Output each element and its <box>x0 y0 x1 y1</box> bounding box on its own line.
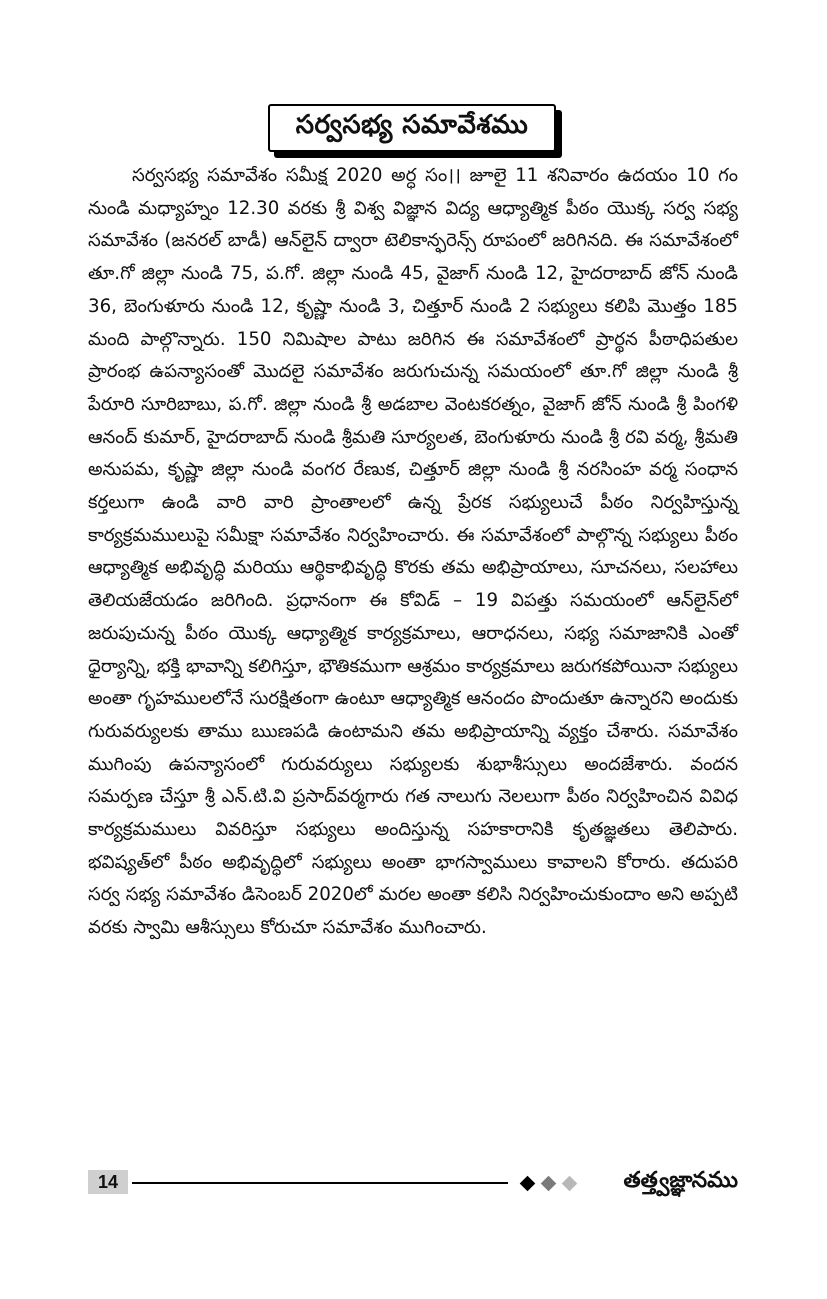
page-title: సర్వసభ్య సమావేశము <box>268 104 556 152</box>
diamond-ornament <box>522 1172 575 1194</box>
diamond-icon <box>520 1175 536 1191</box>
article-paragraph: సర్వసభ్య సమావేశం సమీక్ష 2020 అర్ధ సం।। జూలై 11 శనివారం ఉదయం 10 గం నుండి మధ్యాహ్నం 12.30 వరకు శ్రీ విశ్వ విజ్ఞాన విద్య ఆధ్యాత్మిక పీఠం యొక్క సర్వ సభ్య సమావేశం (జనరల్ బాడీ) ఆన్‌లైన్ ద్వారా టెలికాన్ఫరెన్స్ రూపంలో జరిగినది. ఈ సమావేశంలో తూ.గో జిల్లా నుండి 75, ప.గో. జిల్లా నుండి 45, వైజాగ్ నుండి 12, హైదరాబాద్ జోన్ నుండి 36, బెంగుళూరు నుండి 12, కృష్ణా నుండి 3, చిత్తూర్ నుండి 2 సభ్యులు కలిపి మొత్తం 185 మంది పాల్గొన్నారు. 150 నిమిషాల పాటు జరిగిన ఈ సమావేశంలో ప్రార్థన పీఠాధిపతుల ప్రారంభ ఉపన్యాసంతో మొదలై సమావేశం జరుగుచున్న సమయంలో తూ.గో జిల్లా నుండి శ్రీ పేరూరి సూరిబాబు, ప.గో. జిల్లా నుండి శ్రీ అడబాల వెంటకరత్నం, వైజాగ్ జోన్ నుండి శ్రీ పింగళి ఆనంద్ కుమార్, హైదరాబాద్ నుండి శ్రీమతి సూర్యలత, బెంగుళూరు నుండి శ్రీ రవి వర్మ, శ్రీమతి అనుపమ, కృష్ణా జిల్లా నుండి వంగర రేణుక, చిత్తూర్ జిల్లా నుండి శ్రీ నరసింహ వర్మ సంధాన కర్తలుగా ఉండి వారి వారి ప్రాంతాలలో ఉన్న ప్రేరక సభ్యులుచే పీఠం నిర్వహిస్తున్న కార్యక్రమములుపై సమీక్షా సమావేశం నిర్వహించారు. ఈ సమావేశంలో పాల్గొన్న సభ్యులు పీఠం ఆధ్యాత్మిక అభివృద్ధి మరియు ఆర్థికాభివృద్ధి కొరకు తమ అభిప్రాయాలు, సూచనలు, సలహాలు తెలియజేయడం జరిగింది. ప్రధానంగా ఈ కోవిడ్ – 19 విపత్తు సమయంలో ఆన్‌లైన్‌లో జరుపుచున్న పీఠం యొక్క ఆధ్యాత్మిక కార్యక్రమాలు, ఆరాధనలు, సభ్య సమాజానికి ఎంతో ధైర్యాన్ని, భక్తి భావాన్ని కలిగిస్తూ, భౌతికముగా ఆశ్రమం కార్యక్రమాలు జరుగకపోయినా సభ్యులు అంతా గృహములలోనే సురక్షితంగా ఉంటూ ఆధ్యాత్మిక ఆనందం పొందుతూ ఉన్నారని అందుకు గురువర్యులకు తాము ఋణపడి ఉంటామని తమ అభిప్రాయాన్ని వ్యక్తం చేశారు. సమావేశం ముగింపు ఉపన్యాసంలో గురువర్యులు సభ్యులకు శుభాశీస్సులు అందజేశారు. వందన సమర్పణ చేస్తూ శ్రీ ఎన్.టి.వి ప్రసాద్‌వర్మగారు గత నాలుగు నెలలుగా పీఠం నిర్వహించిన వివిధ కార్యక్రమములు వివరిస్తూ సభ్యులు అందిస్తున్న సహకారానికి కృతజ్ఞతలు తెలిపారు. భవిష్యత్‌లో పీఠం అభివృద్ధిలో సభ్యులు అంతా భాగస్వాములు కావాలని కోరారు. తదుపరి సర్వ సభ్య సమావేశం డిసెంబర్ 2020లో మరల అంతా కలిసి నిర్వహించుకుందాం అని అప్పటి వరకు స్వామి ఆశీస్సులు కోరుచూ సమావేశం ముగించారు. <box>88 165 738 939</box>
page-number: 14 <box>88 1170 128 1194</box>
diamond-icon <box>562 1175 578 1191</box>
footer-rule <box>132 1182 508 1184</box>
publication-name: తత్త్వజ్ఞానము <box>623 1168 738 1193</box>
article-body <box>88 160 738 945</box>
diamond-icon <box>541 1175 557 1191</box>
title-box <box>268 104 556 152</box>
page-footer <box>88 1168 738 1198</box>
